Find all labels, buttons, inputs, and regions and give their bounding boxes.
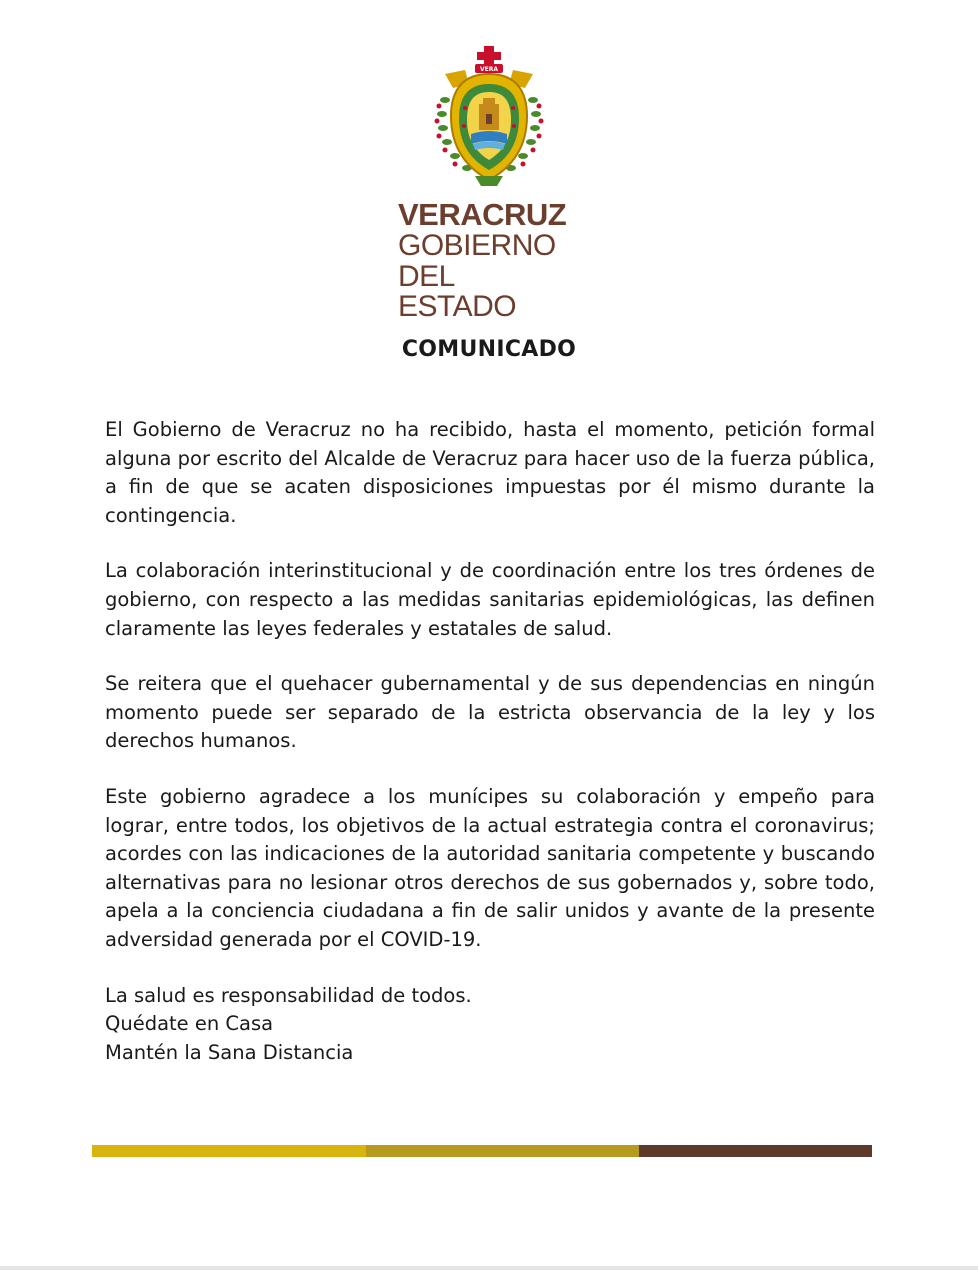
footer-bar-olive-segment: [366, 1145, 639, 1157]
footer-color-bar: [92, 1145, 872, 1157]
closing-line-1: La salud es responsabilidad de todos.: [105, 983, 472, 1007]
footer-bar-gold-segment: [92, 1145, 366, 1157]
page-bottom-edge: [0, 1266, 978, 1270]
paragraph-3: Se reitera que el quehacer gubernamental y de sus dependencias en ningún momento puede ser separado de la estricta observancia de la ley y los derechos humanos.: [105, 672, 875, 753]
paragraph-2: La colaboración interinstitucional y de coordinación entre los tres órdenes de gobierno, con respecto a las medidas sanitarias epidemiológicas, las definen claramente las leyes federales y estatales de salud.: [105, 559, 875, 640]
wordmark-gobierno: GOBIERNO: [398, 229, 556, 262]
closing-line-3: Mantén la Sana Distancia: [105, 1040, 354, 1064]
government-wordmark: [398, 199, 578, 322]
wordmark-del-estado: DEL ESTADO: [398, 260, 517, 323]
crest-banner-text: VERA: [479, 66, 499, 73]
wordmark-veracruz: VERACRUZ: [398, 197, 567, 232]
footer-bar-brown-segment: [639, 1145, 872, 1157]
document-title: COMUNICADO: [401, 337, 577, 362]
veracruz-coat-of-arms-icon: [431, 44, 547, 190]
closing-line-2: Quédate en Casa: [105, 1012, 274, 1036]
state-crest: [0, 44, 978, 190]
paragraph-4: Este gobierno agradece a los munícipes su colaboración y empeño para lograr, entre todos, los objetivos de la actual estrategia contra el coronavirus; acordes con las indicaciones de la autoridad sanitaria competente y buscando alternativas para no lesionar otros derechos de sus gobernados y, sobre todo, apela a la conciencia ciudadana a fin de salir unidos y avante de la presente adversidad generada por el COVID-19.: [105, 784, 875, 951]
document-body: [105, 416, 875, 1067]
paragraph-1: El Gobierno de Veracruz no ha recibido, hasta el momento, petición formal alguna por escrito del Alcalde de Veracruz para hacer uso de la fuerza pública, a fin de que se acaten disposiciones impuestas por él mismo durante la contingencia.: [105, 418, 875, 527]
